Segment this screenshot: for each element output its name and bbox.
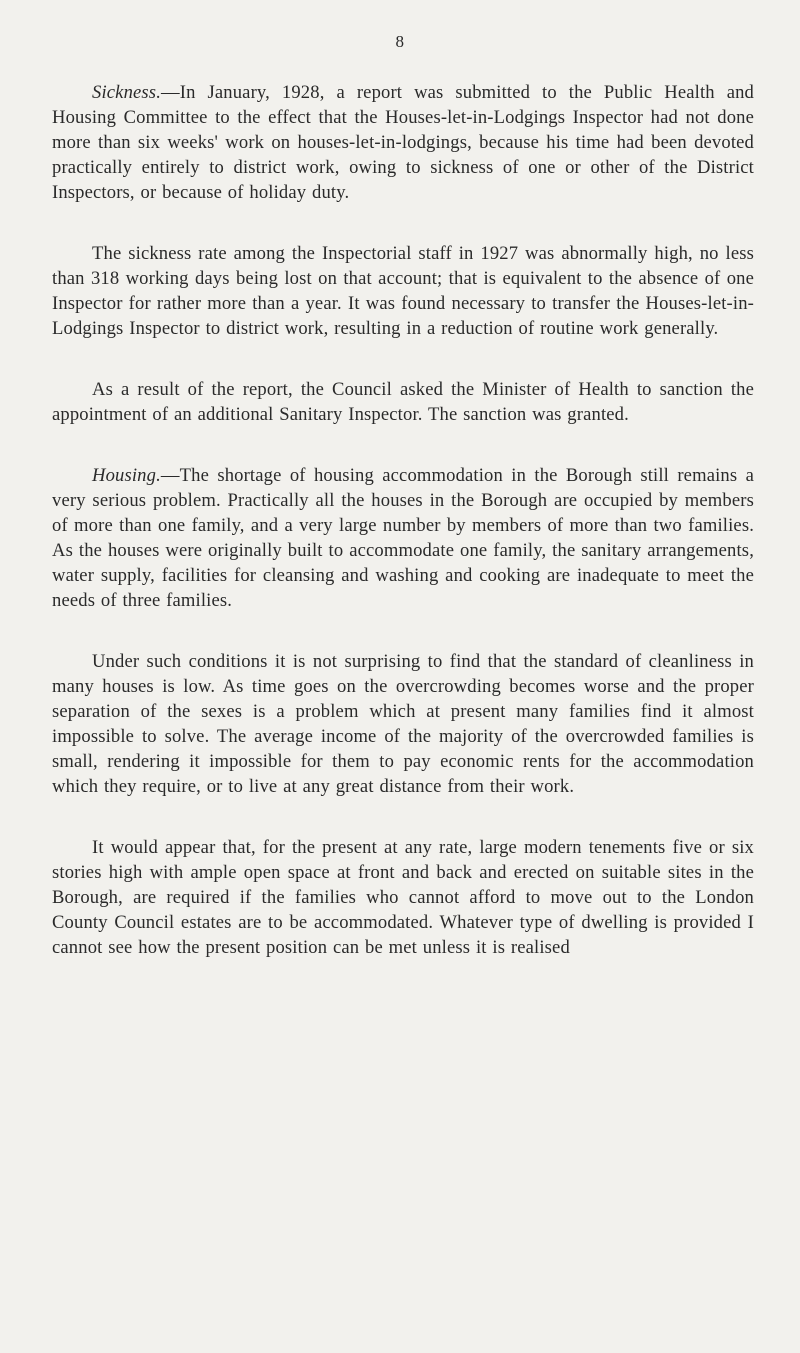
paragraph-sickness xyxy=(52,80,754,205)
paragraph-conditions xyxy=(52,649,754,799)
paragraph-text: Under such conditions it is not surprising to find that the standard of cleanliness in many houses is low. As time goes on the overcrowding becomes worse and the proper separation of the sexes is a problem which at present many families find it almost impossible to solve. The average income of the majority of the overcrowded families is small, rendering it impossible for them to pay economic rents for the accommodation which they require, or to live at any great distance from their work. xyxy=(52,651,754,797)
paragraph-text: As a result of the report, the Council asked the Minister of Health to sanction the appointment of an additional Sanitary Inspector. The sanction was granted. xyxy=(52,379,754,425)
section-heading-housing: Housing. xyxy=(92,465,161,486)
paragraph-text: The sickness rate among the Inspectorial staff in 1927 was abnormally high, no less than 318 working days being lost on that account; that is equivalent to the absence of one Inspector for rather more than a year. It was found necessary to transfer the Houses-let-in-Lodgings Inspector to district work, resulting in a reduction of routine work generally. xyxy=(52,243,754,339)
paragraph-housing xyxy=(52,463,754,613)
paragraph-text: It would appear that, for the present at any rate, large modern tenements five or six stories high with ample open space at front and back and erected on suitable sites in the Borough, are required if the families who cannot afford to move out to the London County Council estates are to be accommodated. Whatever type of dwelling is provided I cannot see how the present position can be met unless it is realised xyxy=(52,837,754,958)
document-body xyxy=(52,80,754,996)
paragraph-council-request xyxy=(52,377,754,427)
paragraph-tenements xyxy=(52,835,754,960)
paragraph-text: —The shortage of housing accommodation in the Borough still remains a very serious problem. Practically all the houses in the Borough are occupied by members of more than one family, and a very large number by members of more than two families. As the houses were originally built to accommodate one family, the sanitary arrangements, water supply, facilities for cleansing and washing and cooking are inadequate to meet the needs of three families. xyxy=(52,465,754,611)
page-number: 8 xyxy=(395,32,405,51)
section-heading-sickness: Sickness. xyxy=(92,82,161,103)
paragraph-text: —In January, 1928, a report was submitted to the Public Health and Housing Committee to the effect that the Houses-let-in-Lodgings Inspector had not done more than six weeks' work on houses-let-in-lodgings, because his time had been devoted practically entirely to district work, owing to sickness of one or other of the District Inspectors, or because of holiday duty. xyxy=(52,82,754,203)
paragraph-sickness-rate xyxy=(52,241,754,341)
